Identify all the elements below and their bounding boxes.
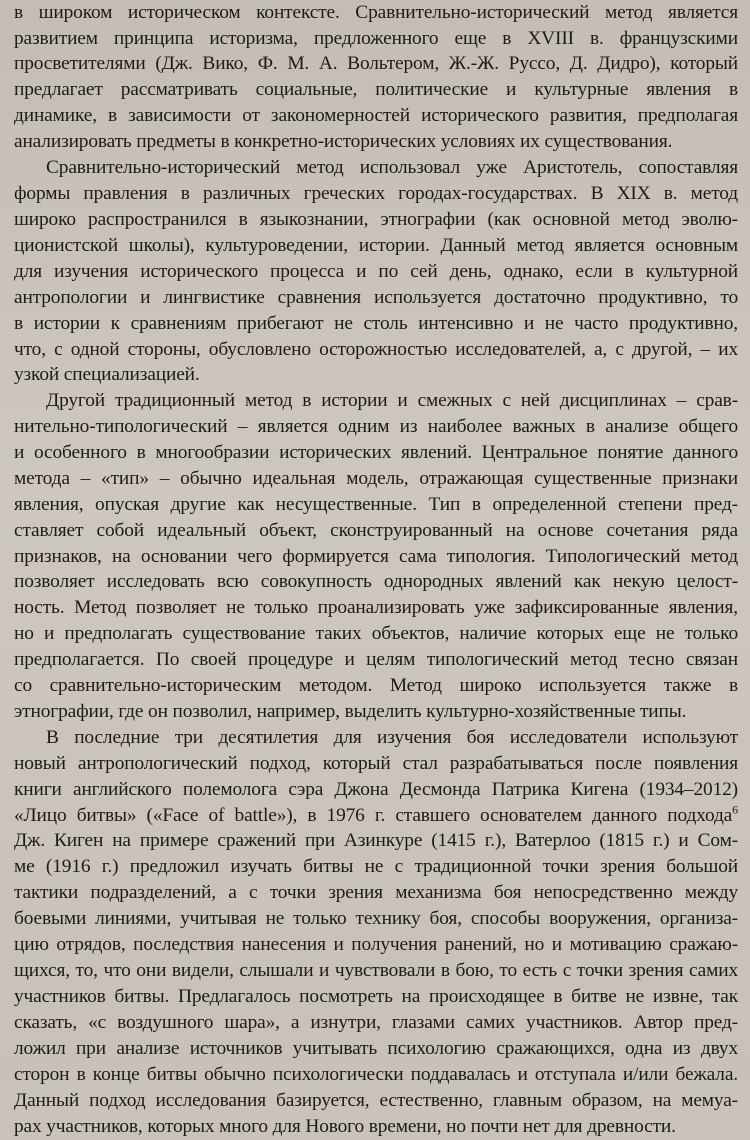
text-line: боевыми линиями, учитывая не только технику боя, способы вооружения, организа- xyxy=(14,908,738,929)
text-line: сказать, «с воздушного шара», а изнутри, глазами самих участников. Автор пред- xyxy=(14,1012,738,1033)
text-line: Данный подход исследования базируется, естественно, главным образом, на мемуа- xyxy=(14,1090,738,1111)
text-line: динамике, в зависимости от закономерностей исторического развития, предполагая xyxy=(14,105,738,126)
text-line: что, с одной стороны, обусловлено осторожностью исследователей, а, с другой, – их xyxy=(14,339,738,360)
text-line: метода – «тип» – обычно идеальная модель, отражающая существенные признаки xyxy=(14,468,738,489)
text-line-with-footnote xyxy=(14,803,738,829)
text-line: участников битвы. Предлагалось посмотреть на происходящее в битве не извне, так xyxy=(14,986,738,1007)
text-line: формы правления в различных греческих городах-государствах. В XIX в. метод xyxy=(14,183,738,204)
text-line: этнографии, где он позволил, например, выделить культурно-хозяйственные типы. xyxy=(14,701,687,722)
text-line: щихся, то, что они видели, слышали и чувствовали в бою, то есть с точки зрения самих xyxy=(14,960,738,981)
text-line: Сравнительно-исторический метод использовал уже Аристотель, сопоставляя xyxy=(46,157,738,178)
text-line: но и предполагать существование таких объектов, наличие которых еще не только xyxy=(14,623,738,644)
text-line-content: «Лицо битвы» («Face of battle»), в 1976 г. ставшего основателем данного подхода xyxy=(14,805,733,826)
text-line: книги английского полемолога сэра Джона Десмонда Патрика Кигена (1934–2012) xyxy=(14,779,738,800)
text-line: ционистской школы), культуроведении, истории. Данный метод является основным xyxy=(14,235,738,256)
text-line: Дж. Киген на примере сражений при Азинкуре (1415 г.), Ватерлоо (1815 г.) и Сом- xyxy=(14,830,738,851)
text-line: явления, опуская другие как несущественные. Тип в определенной степени пред- xyxy=(14,494,738,515)
text-line: антропологии и лингвистике сравнения используется достаточно продуктивно, то xyxy=(14,287,738,308)
text-line: широко распространился в языкознании, этнографии (как основной метод эволю- xyxy=(14,209,738,230)
text-line: рах участников, которых много для Нового времени, но почти нет для древности. xyxy=(14,1116,676,1137)
text-line: просветителями (Дж. Вико, Ф. М. А. Вольтером, Ж.-Ж. Руссо, Д. Дидро), который xyxy=(14,53,738,74)
text-line: В последние три десятилетия для изучения боя исследователи используют xyxy=(46,727,738,748)
text-line: в широком историческом контексте. Сравнительно-исторический метод является xyxy=(14,2,738,23)
text-line: Другой традиционный метод в истории и смежных с ней дисциплинах – срав- xyxy=(46,390,738,411)
text-line: со сравнительно-историческим методом. Метод широко используется также в xyxy=(14,675,738,696)
text-line: нительно-типологический – является одним из наиболее важных в анализе общего xyxy=(14,416,738,437)
text-line: признаков, на основании чего формируется сама типология. Типологический метод xyxy=(14,546,738,567)
text-line: ставляет собой идеальный объект, сконструированный на основе сочетания ряда xyxy=(14,520,738,541)
text-line: позволяет исследовать всю совокупность однородных явлений как некую целост- xyxy=(14,571,738,592)
text-line: новый антропологический подход, который стал разрабатываться после появления xyxy=(14,753,738,774)
text-line: сторон в конце битвы обычно психологически поддавалась и отступала и/или бежала. xyxy=(14,1064,738,1085)
text-line: предполагается. По своей процедуре и целям типологический метод тесно связан xyxy=(14,649,738,670)
text-line: ложил при анализе источников учитывать психологию сражающихся, одна из двух xyxy=(14,1038,738,1059)
text-line: развитием принципа историзма, предложенного еще в XVIII в. французскими xyxy=(14,28,738,49)
text-line: узкой специализацией. xyxy=(14,364,200,385)
text-line: цию отрядов, последствия нанесения и получения ранений, но и мотивацию сражаю- xyxy=(14,934,738,955)
text-line: предлагает рассматривать социальные, политические и культурные явления в xyxy=(14,79,738,100)
text-line: ме (1916 г.) предложил изучать битвы не с традиционной точки зрения большой xyxy=(14,856,738,877)
footnote-marker[interactable]: 6 xyxy=(732,802,738,817)
text-line: ность. Метод позволяет не только проанализировать уже зафиксированные явления, xyxy=(14,597,738,618)
text-line: анализировать предметы в конкретно-исторических условиях их существования. xyxy=(14,131,673,152)
text-line: тактики подразделений, а с точки зрения механизма боя непосредственно между xyxy=(14,882,738,903)
text-line: для изучения исторического процесса и по сей день, однако, если в культурной xyxy=(14,261,738,282)
text-line: и особенного в многообразии исторических явлений. Центральное понятие данного xyxy=(14,442,738,463)
text-line: в истории к сравнениям прибегают не столь интенсивно и не часто продуктивно, xyxy=(14,313,738,334)
